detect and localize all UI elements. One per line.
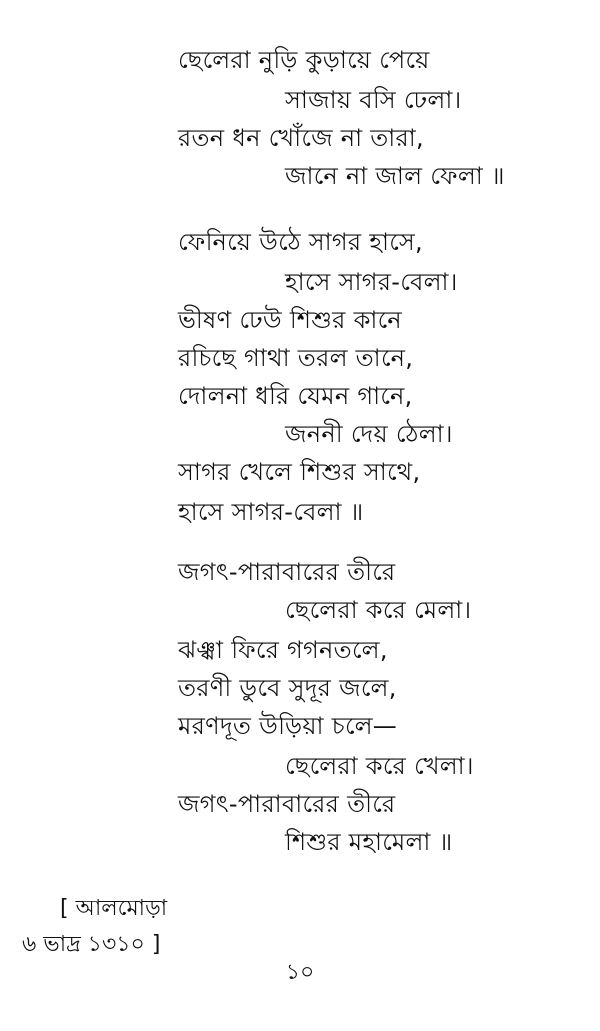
poem-line: তরণী ডুবে সুদূর জলে, (178, 674, 397, 702)
poem-line: ঝঞ্ঝা ফিরে গগনতলে, (178, 636, 388, 664)
poem-line: দোলনা ধরি যেমন গানে, (178, 382, 413, 410)
poem-line: সাগর খেলে শিশুর সাথে, (178, 458, 421, 486)
poem-line: হাসে সাগর-বেলা ॥ (178, 498, 364, 526)
date-note: ৬ ভাদ্র ১৩১০ ] (22, 932, 161, 957)
poem-line: জগৎ-পারাবারের তীরে (178, 558, 396, 586)
place-note: [ আলমোড়া (60, 896, 168, 921)
poem-line: হাসে সাগর-বেলা। (285, 268, 458, 296)
page-number: ১০ (285, 960, 315, 985)
poem-line: ছেলেরা করে খেলা। (285, 752, 474, 780)
poem-line: শিশুর মহামেলা ॥ (285, 828, 453, 856)
poem-line: জানে না জাল ফেলা ॥ (285, 162, 505, 190)
poem-line: মরণদূত উড়িয়া চলে— (178, 712, 398, 740)
poem-line: ছেলেরা করে মেলা। (285, 596, 472, 624)
poem-line: সাজায় বসি ঢেলা। (285, 86, 462, 114)
poem-line: ফেনিয়ে উঠে সাগর হাসে, (178, 228, 423, 256)
poem-line: জননী দেয় ঠেলা। (285, 420, 453, 448)
poem-line: ভীষণ ঢেউ শিশুর কানে (178, 306, 402, 334)
poem-line: জগৎ-পারাবারের তীরে (178, 790, 396, 818)
poem-line: ছেলেরা নুড়ি কুড়ায়ে পেয়ে (178, 46, 430, 74)
poem-line: রতন ধন খোঁজে না তারা, (178, 124, 424, 152)
poem-line: রচিছে গাথা তরল তানে, (178, 344, 414, 372)
